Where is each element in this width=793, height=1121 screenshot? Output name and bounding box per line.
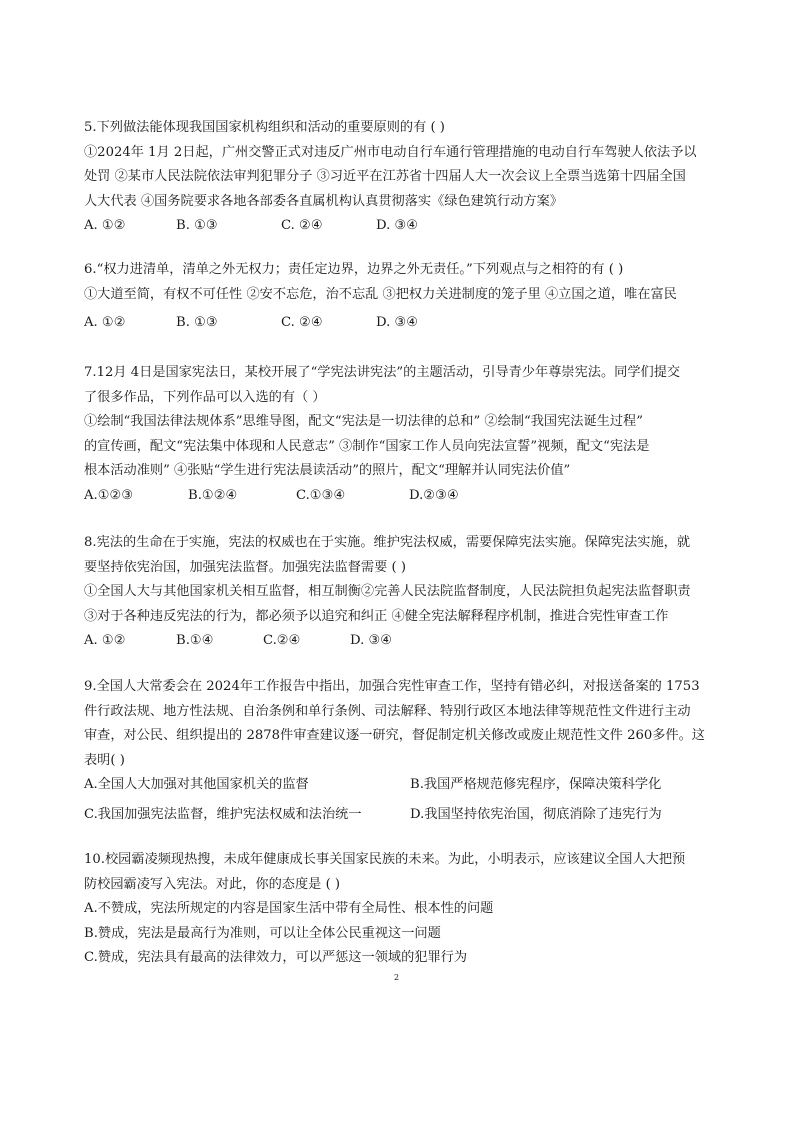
question-line: 件行政法规、地方性法规、自治条例和单行条例、司法解释、特别行政区本地法律等规范性文件进行主动 [84, 703, 691, 719]
option-b[interactable]: B.①④ [176, 633, 214, 648]
question-stem: 10.校园霸凌频现热搜，未成年健康成长事关国家民族的未来。为此，小明表示，应该建议全国人大把预 [84, 852, 686, 867]
option-b[interactable]: B. ①③ [176, 218, 218, 233]
option-row [84, 484, 714, 509]
option-row [84, 214, 714, 239]
option-row [84, 311, 714, 336]
question-6 [84, 258, 714, 336]
option-a[interactable]: A. ①② [84, 633, 126, 648]
option-a[interactable]: A. ①② [84, 315, 126, 330]
question-line: ③对于各种违反宪法的行为，都必须予以追究和纠正 ④健全宪法解释程序机制，推进合宪性审查工作 [84, 608, 669, 624]
option-a[interactable]: A.①②③ [84, 487, 134, 503]
question-line: ①大道至简，有权不可任性 ②安不忘危，治不忘乱 ③把权力关进制度的笼子里 ④立国之道，唯在富民 [84, 286, 677, 302]
page-number: 2 [394, 973, 400, 982]
option-d[interactable]: D.②③④ [409, 487, 459, 503]
option-b[interactable]: B.赞成，宪法是最高行为准则，可以让全体公民重视这一问题 [84, 925, 441, 941]
question-line: 人大代表 ④国务院要求各地各部委各直属机构认真贯彻落实《绿色建筑行动方案》 [84, 193, 563, 209]
question-line: 表明( ) [84, 752, 125, 768]
option-c[interactable]: C.我国加强宪法监督，维护宪法权威和法治统一 [84, 807, 362, 822]
question-stem: 7.12月 4日是国家宪法日，某校开展了“学宪法讲宪法”的主题活动，引导青少年尊崇宪法。同学们提交 [84, 365, 681, 380]
question-line: 根本活动准则” ④张贴“学生进行宪法晨读活动”的照片，配文“理解并认同宪法价值” [84, 463, 571, 478]
question-7 [84, 361, 714, 508]
question-line: ①全国人大与其他国家机关相互监督，相互制衡②完善人民法院监督制度，人民法院担负起宪法监督职责 [84, 584, 691, 599]
question-stem: 9.全国人大常委会在 2024年工作报告中指出，加强合宪性审查工作，坚持有错必纠，对报送备案的 1753 [84, 679, 700, 694]
question-8 [84, 531, 714, 654]
question-line: 要坚持依宪治国，加强宪法监督。加强宪法监督需要 ( ) [84, 559, 406, 575]
option-c[interactable]: C. ②④ [281, 218, 323, 233]
option-c[interactable]: C.②④ [263, 633, 301, 648]
option-c[interactable]: C.①③④ [296, 487, 346, 503]
option-b[interactable]: B.我国严格规范修宪程序，保障决策科学化 [410, 777, 662, 792]
option-row [84, 803, 714, 833]
option-d[interactable]: D. ③④ [350, 633, 393, 648]
option-b[interactable]: B. ①③ [176, 315, 218, 330]
option-row [84, 629, 714, 654]
option-b[interactable]: B.①②④ [188, 487, 238, 503]
question-line: 的宣传画，配文“宪法集中体现和人民意志” ③制作“国家工作人员向宪法宣誓”视频，配文“宪法是 [84, 438, 650, 454]
option-a[interactable]: A. ①② [84, 218, 126, 233]
question-10 [84, 848, 714, 971]
question-line: 了很多作品，下列作品可以入选的有（ ） [84, 389, 326, 405]
option-a[interactable]: A.全国人大加强对其他国家机关的监督 [84, 777, 309, 792]
question-stem: 8.宪法的生命在于实施，宪法的权威也在于实施。维护宪法权威，需要保障宪法实施。保障宪法实施，就 [84, 535, 691, 550]
option-d[interactable]: D. ③④ [376, 218, 419, 233]
option-d[interactable]: D. ③④ [376, 315, 419, 330]
question-line: 审查，对公民、组织提出的 2878件审查建议逐一研究，督促制定机关修改或废止规范性文件 260多件。这 [84, 728, 705, 743]
question-5 [84, 116, 714, 239]
question-stem: 6.“权力进清单，清单之外无权力；责任定边界，边界之外无责任。”下列观点与之相符的有 ( ) [84, 262, 624, 277]
question-line: 防校园霸凌写入宪法。对此，你的态度是 ( ) [84, 876, 341, 892]
option-row [84, 773, 714, 803]
question-stem: 5.下列做法能体现我国国家机构组织和活动的重要原则的有 ( ) [84, 120, 445, 135]
question-9 [84, 675, 714, 833]
option-c[interactable]: C. ②④ [281, 315, 323, 330]
question-line: ①绘制“我国法律法规体系”思维导图，配文“宪法是一切法律的总和” ②绘制“我国宪法诞生过程” [84, 414, 643, 429]
option-d[interactable]: D.我国坚持依宪治国，彻底消除了违宪行为 [410, 807, 662, 822]
question-line: ①2024年 1月 2日起，广州交警正式对违反广州市电动自行车通行管理措施的电动自行车驾驶人依法予以 [84, 144, 697, 160]
question-line: 处罚 ②某市人民法院依法审判犯罪分子 ③习近平在江苏省十四届人大一次会议上全票当选第十四届全国 [84, 169, 686, 184]
option-c[interactable]: C.赞成，宪法具有最高的法律效力，可以严惩这一领域的犯罪行为 [84, 950, 468, 965]
option-a[interactable]: A.不赞成，宪法所规定的内容是国家生活中带有全局性、根本性的问题 [84, 901, 494, 916]
